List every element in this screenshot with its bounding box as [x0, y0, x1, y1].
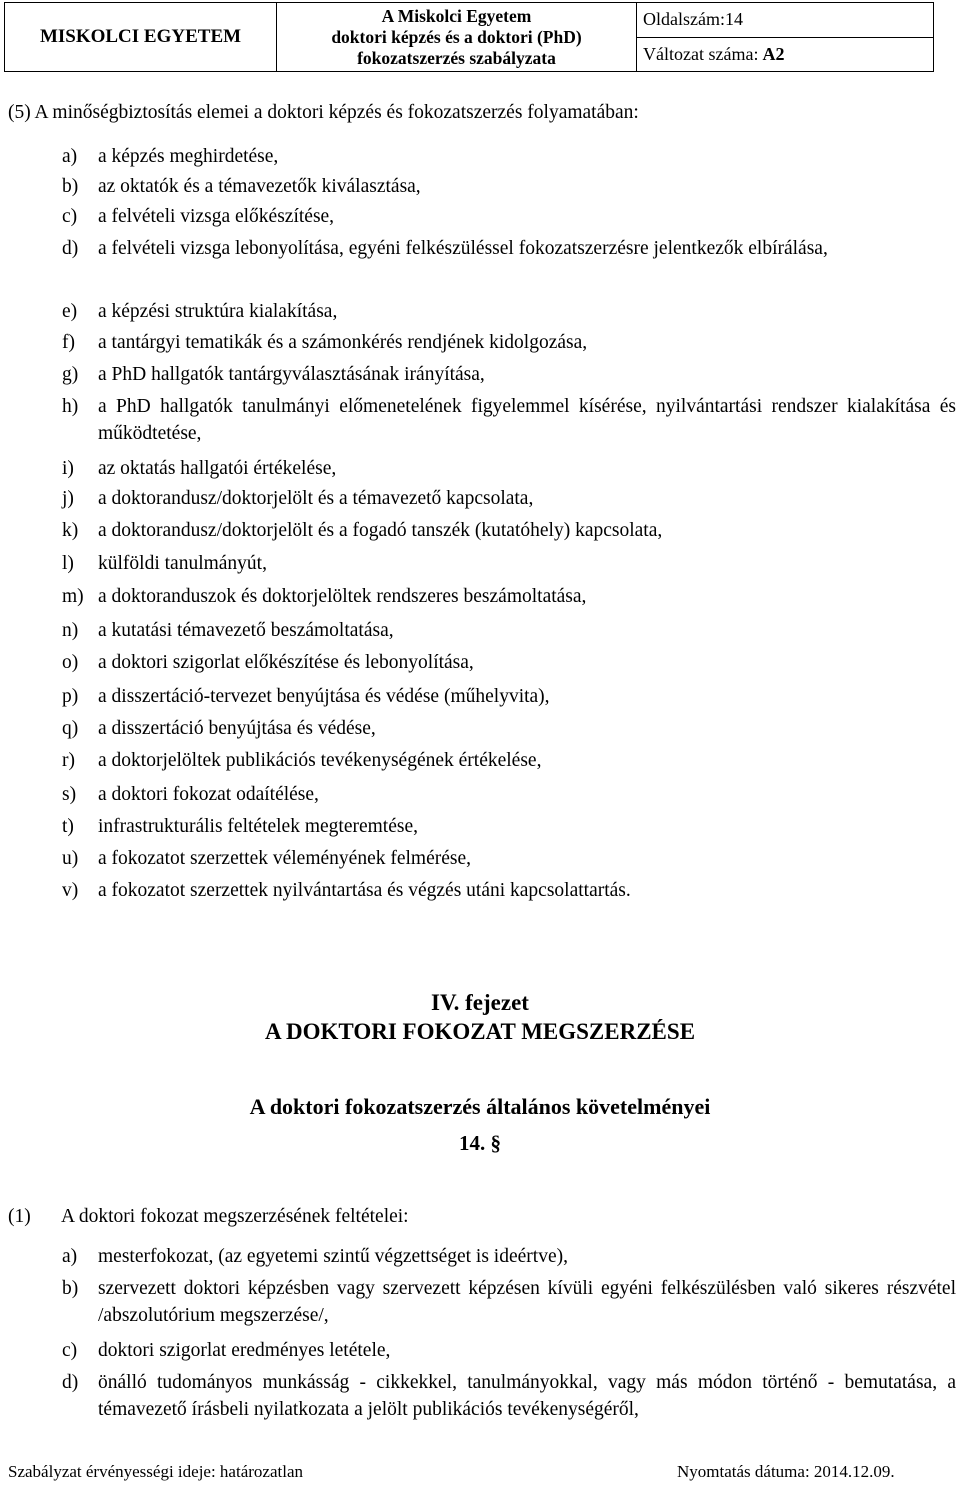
list-item-text: a kutatási témavezető beszámoltatása, [98, 620, 394, 641]
list-item-marker: a) [62, 146, 78, 167]
section-5-intro: (5) A minőségbiztosítás elemei a doktori képzés és fokozatszerzés folyamatában: [8, 102, 639, 123]
list-item-marker: k) [62, 520, 79, 541]
list-item [62, 143, 956, 170]
list-item-marker: j) [62, 488, 74, 509]
list-item [62, 1369, 956, 1423]
list-item-marker: t) [62, 816, 74, 837]
list-item-text: a felvételi vizsga lebonyolítása, egyéni felkészüléssel fokozatszerzésre jelentkezők elbírálása, [98, 238, 828, 259]
list-item-marker: p) [62, 686, 79, 707]
paragraph-number: (1) [8, 1206, 31, 1227]
list-item [62, 173, 956, 200]
list-item [62, 329, 956, 356]
list-item [62, 455, 956, 482]
list-item-marker: a) [62, 1246, 78, 1267]
list-item [62, 781, 956, 808]
list-item-marker: m) [62, 586, 84, 607]
list-item-text: a felvételi vizsga előkészítése, [98, 206, 335, 227]
list-item-marker: i) [62, 458, 74, 479]
list-item [62, 649, 956, 676]
list-item-marker: n) [62, 620, 79, 641]
list-item [62, 845, 956, 872]
list-item-marker: f) [62, 332, 75, 353]
list-item-marker: o) [62, 652, 79, 673]
list-item-text: önálló tudományos munkásság - cikkekkel, tanulmányokkal, vagy más módon történő - bemutatása, a témavezető írásbeli nyilatkozata a jelölt publikációs tevékenységéről, [98, 1372, 956, 1420]
list-item-marker: b) [62, 176, 79, 197]
document-title-line-1: A Miskolci Egyetem [381, 5, 532, 26]
document-title-line-2: doktori képzés és a doktori (PhD) [331, 26, 582, 47]
section-subtitle: A doktori fokozatszerzés általános követelményei [249, 1094, 711, 1119]
list-item [62, 747, 956, 774]
list-item-text: a PhD hallgatók tanulmányi előmenetelének figyelemmel kísérése, nyilvántartási rendszer kialakítása és működtetése, [98, 396, 956, 444]
list-item-text: a disszertáció benyújtása és védése, [98, 718, 376, 739]
document-meta [637, 3, 933, 71]
university-name: MISKOLCI EGYETEM [5, 3, 277, 71]
list-item [62, 715, 956, 742]
list-item-marker: e) [62, 301, 78, 322]
list-item-marker: l) [62, 553, 74, 574]
list-item-text: a doktori szigorlat előkészítése és lebonyolítása, [98, 652, 474, 673]
list-item-text: a PhD hallgatók tantárgyválasztásának irányítása, [98, 364, 485, 385]
list-item [62, 683, 956, 710]
list-item-marker: d) [62, 1372, 79, 1393]
list-item-marker: q) [62, 718, 79, 739]
list-item-marker: d) [62, 238, 79, 259]
list-item-text: a fokozatot szerzettek nyilvántartása és végzés utáni kapcsolattartás. [98, 880, 631, 901]
section-14-paragraph-1 [8, 1206, 409, 1228]
document-title [277, 3, 637, 71]
list-item-text: a fokozatot szerzettek véleményének felmérése, [98, 848, 472, 869]
list-item-text: mesterfokozat, (az egyetemi szintű végzettséget is ideértve), [98, 1246, 568, 1267]
list-item [62, 393, 956, 447]
list-item [62, 361, 956, 388]
list-item-text: a doktorandusz/doktorjelölt és a fogadó tanszék (kutatóhely) kapcsolata, [98, 520, 663, 541]
document-title-line-3: fokozatszerzés szabályzata [357, 47, 556, 68]
list-item-text: a doktorandusz/doktorjelölt és a témavezető kapcsolata, [98, 488, 534, 509]
footer-print-date: Nyomtatás dátuma: 2014.12.09. [677, 1462, 895, 1481]
list-item-marker: c) [62, 206, 78, 227]
list-item-text: külföldi tanulmányút, [98, 553, 267, 574]
list-item-text: a disszertáció-tervezet benyújtása és védése (műhelyvita), [98, 686, 550, 707]
list-item-text: az oktatás hallgatói értékelése, [98, 458, 337, 479]
list-item-text: a képzés meghirdetése, [98, 146, 279, 167]
list-item-text: a doktorjelöltek publikációs tevékenységének értékelése, [98, 750, 542, 771]
document-header [4, 2, 934, 72]
list-item [62, 550, 956, 577]
chapter-number: IV. fejezet [431, 990, 529, 1015]
page-number: Oldalszám:14 [637, 3, 933, 38]
list-item-marker: s) [62, 784, 77, 805]
list-item-text: infrastrukturális feltételek megteremtése, [98, 816, 418, 837]
list-item [62, 813, 956, 840]
list-item [62, 298, 956, 325]
list-item [62, 485, 956, 512]
list-item [62, 1275, 956, 1329]
list-item-marker: v) [62, 880, 79, 901]
list-item-marker: c) [62, 1340, 78, 1361]
list-item-text: a képzési struktúra kialakítása, [98, 301, 338, 322]
list-item-marker: b) [62, 1278, 79, 1299]
list-item [62, 203, 956, 230]
version-number: Változat száma: A2 [643, 43, 785, 64]
list-item-marker: h) [62, 396, 79, 417]
list-item-marker: g) [62, 364, 79, 385]
list-item [62, 1243, 956, 1270]
list-item [62, 517, 956, 544]
list-item-text: a doktoranduszok és doktorjelöltek rendszeres beszámoltatása, [98, 586, 587, 607]
footer-validity: Szabályzat érvényességi ideje: határozatlan [8, 1462, 303, 1481]
list-item-text: szervezett doktori képzésben vagy szervezett képzésen kívüli egyéni felkészülésben való sikeres részvétel /abszolutórium megszerzése/, [98, 1278, 956, 1326]
list-item [62, 877, 956, 904]
section-number: 14. § [459, 1131, 501, 1155]
list-item-marker: u) [62, 848, 79, 869]
list-item [62, 583, 956, 610]
list-item-text: a doktori fokozat odaítélése, [98, 784, 319, 805]
list-item-text: doktori szigorlat eredményes letétele, [98, 1340, 391, 1361]
chapter-title: A DOKTORI FOKOZAT MEGSZERZÉSE [264, 1019, 696, 1044]
list-item [62, 617, 956, 644]
list-item-text: az oktatók és a témavezetők kiválasztása, [98, 176, 421, 197]
paragraph-text: A doktori fokozat megszerzésének feltételei: [61, 1206, 409, 1227]
list-item [62, 1337, 956, 1364]
list-item [62, 235, 956, 262]
list-item-text: a tantárgyi tematikák és a számonkérés rendjének kidolgozása, [98, 332, 588, 353]
list-item-marker: r) [62, 750, 75, 771]
